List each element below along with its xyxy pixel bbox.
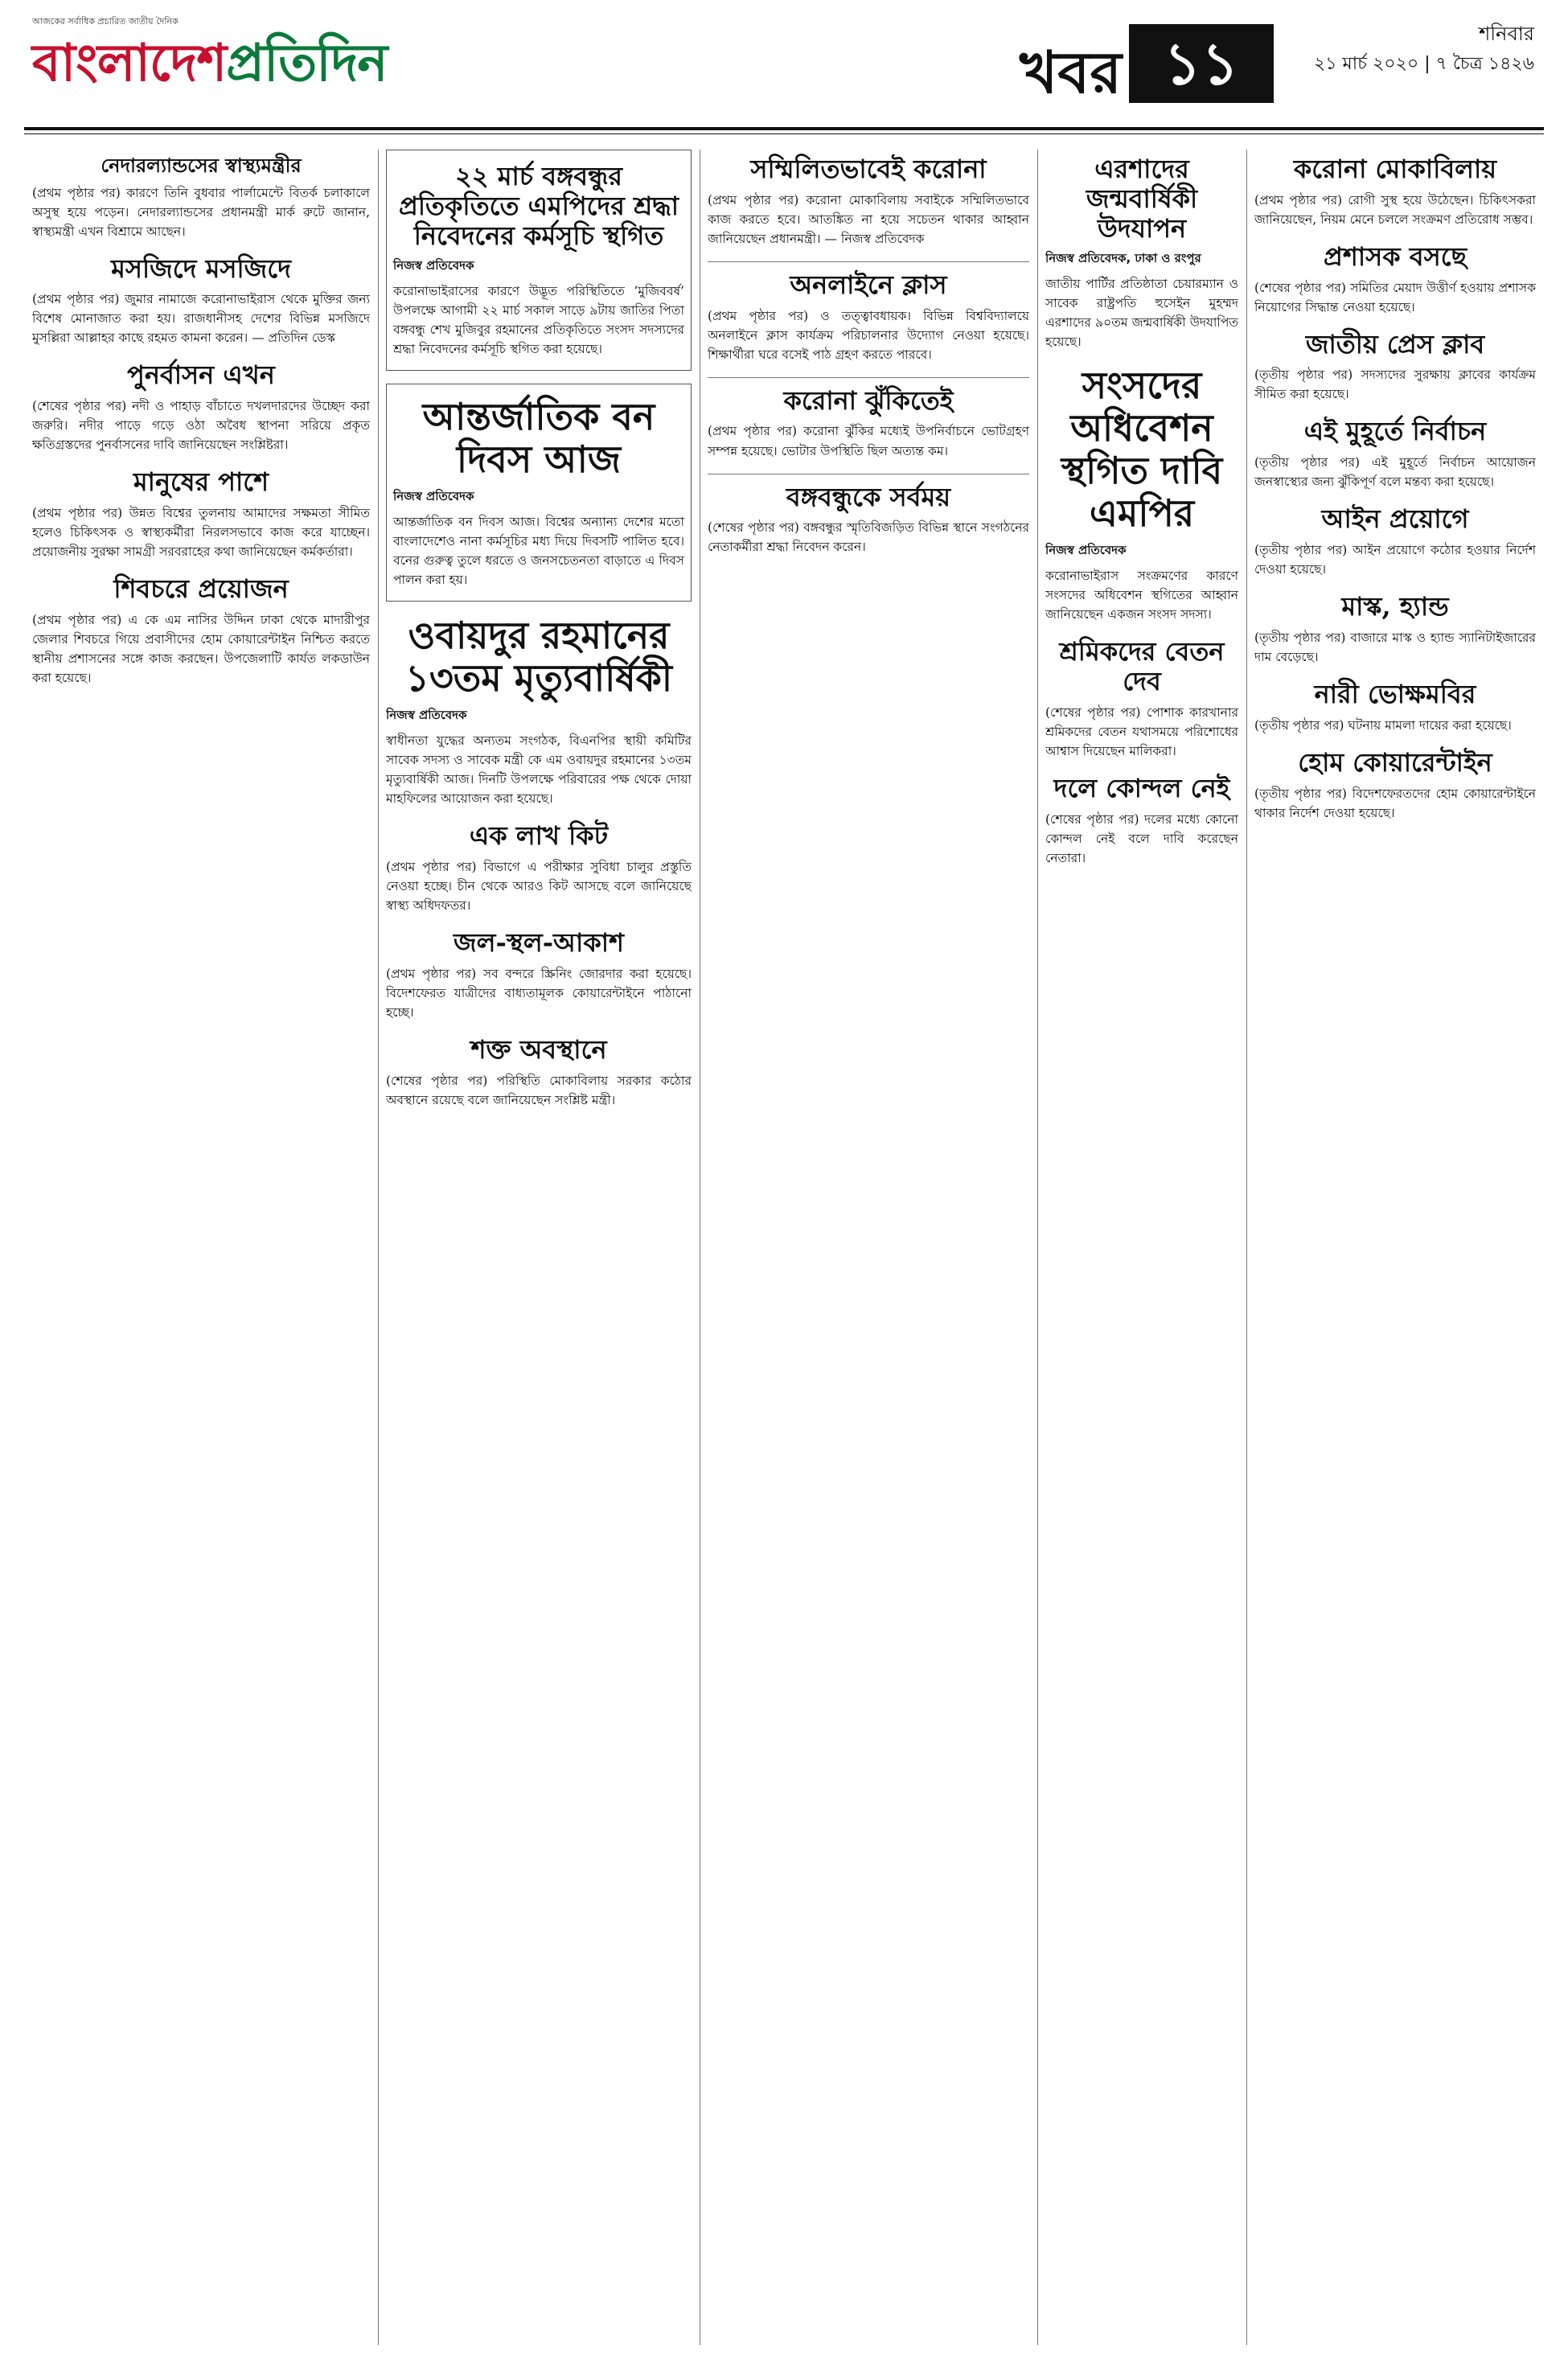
article	[1045, 774, 1238, 868]
article	[708, 154, 1029, 248]
article	[32, 254, 370, 348]
article-headline: আইন প্রয়োগে	[1321, 503, 1469, 535]
article-boxed	[386, 384, 692, 602]
article	[32, 154, 370, 241]
article	[386, 928, 692, 1022]
logo-part-a: বাংলাদেশ	[32, 34, 227, 93]
article	[386, 821, 692, 915]
article-body: (শেষের পৃষ্ঠার পর) পোশাক কারখানার শ্রমিকদের বেতন যথাসময়ে পরিশোধের আশ্বাস দিয়েছেন মালিকরা।	[1045, 704, 1238, 758]
article-headline: দলে কোন্দল নেই	[1053, 772, 1230, 803]
masthead-rule	[24, 127, 1544, 130]
column-divider	[1037, 150, 1038, 2345]
article-byline: নিজস্ব প্রতিবেদক, ঢাকা ও রংপুর	[1045, 251, 1201, 266]
article-headline: জল-স্থল-আকাশ	[454, 926, 624, 958]
article-body: (প্রথম পৃষ্ঠার পর) রোগী সুস্থ হয়ে উঠেছেন। চিকিৎসকরা জানিয়েছেন, নিয়ম মেনে চললে সংক্রমণ প্রতিরোধ সম্ভব।	[1254, 192, 1536, 227]
article-headline: নারী ভোক্ষমবির	[1314, 678, 1476, 709]
article-body: স্বাধীনতা যুদ্ধের অন্যতম সংগঠক, বিএনপির স্থায়ী কমিটির সাবেক সদস্য ও সাবেক মন্ত্রী কে এম ওবায়দুর রহমানের ১৩তম মৃত্যুবার্ষিকী আজ। দিনটি উপলক্ষে পরিবারের পক্ষ থেকে দোয়া মাহফিলের আয়োজন করা হয়েছে।	[386, 733, 692, 807]
article-headline: মানুষের পাশে	[133, 466, 269, 498]
article-byline: নিজস্ব প্রতিবেদক	[393, 489, 474, 504]
article-headline: এই মুহূর্তে নির্বাচন	[1303, 416, 1487, 447]
article-body: (তৃতীয় পৃষ্ঠার পর) বিদেশফেরতদের হোম কোয়ারেন্টাইনে থাকার নির্দেশ দেওয়া হয়েছে।	[1254, 786, 1536, 820]
logo-tagline: আজকের সর্বাধিক প্রচারিত জাতীয় দৈনিক	[32, 16, 179, 27]
article-body: (প্রথম পৃষ্ঠার পর) কারণে তিনি বুধবার পার্লামেন্টে বিতর্ক চলাকালে অসুস্থ হয়ে পড়েন। নেদারল্যান্ডসের প্রধানমন্ত্রী মার্ক রুটে জানান, স্বাস্থ্যমন্ত্রী এখন বিশ্রামে আছেন।	[32, 185, 370, 239]
article-byline: নিজস্ব প্রতিবেদক	[1045, 543, 1127, 558]
article-body: (তৃতীয় পৃষ্ঠার পর) এই মুহূর্তে নির্বাচন আয়োজন জনস্বাস্থ্যের জন্য ঝুঁকিপূর্ণ বলে মন্তব্য করা হয়েছে।	[1254, 455, 1536, 490]
article-headline: নেদারল্যান্ডসের স্বাস্থ্যমন্ত্রীর	[101, 154, 302, 177]
article-body: (শেষের পৃষ্ঠার পর) নদী ও পাহাড় বাঁচাতে দখলদারদের উচ্ছেদ করা জরুরি। নদীর পাড়ে গড়ে ওঠা অবৈধ স্থাপনা সরিয়ে প্রকৃত ক্ষতিগ্রস্তদের পুনর্বাসনের দাবি জানিয়েছেন সংশ্লিষ্টরা।	[32, 399, 370, 453]
article-body: (প্রথম পৃষ্ঠার পর) উন্নত বিশ্বের তুলনায় আমাদের সক্ষমতা সীমিত হলেও চিকিৎসক ও স্বাস্থ্যকর্মীরা নিরলসভাবে কাজ করে যাচ্ছেন। প্রয়োজনীয় সুরক্ষা সামগ্রী সরবরাহের কথা জানিয়েছেন কর্মকর্তারা।	[32, 506, 370, 560]
column-1	[32, 150, 370, 2345]
article-headline: অনলাইনে ক্লাস	[790, 269, 947, 300]
column-3	[708, 150, 1029, 2345]
article	[708, 270, 1029, 364]
column-2	[386, 150, 692, 2345]
article	[386, 1035, 692, 1110]
section-divider	[708, 261, 1029, 262]
article-body: (শেষের পৃষ্ঠার পর) বঙ্গবন্ধুর স্মৃতিবিজড়িত বিভিন্ন স্থানে সংগঠনের নেতাকর্মীরা শ্রদ্ধা নিবেদন করেন।	[708, 520, 1029, 555]
article-headline: জাতীয় প্রেস ক্লাব	[1305, 328, 1485, 359]
article	[1254, 748, 1536, 823]
article	[1045, 637, 1238, 761]
article-body: (শেষের পৃষ্ঠার পর) দলের মধ্যে কোনো কোন্দল নেই বলে দাবি করেছেন নেতারা।	[1045, 811, 1238, 865]
article-headline: মসজিদে মসজিদে	[111, 253, 291, 284]
article-body: (প্রথম পৃষ্ঠার পর) করোনা মোকাবিলায় সবাইকে সম্মিলিতভাবে কাজ করতে হবে। আতঙ্কিত না হয়ে সচেতন থাকার আহ্বান জানিয়েছেন প্রধানমন্ত্রী। — নিজস্ব প্রতিবেদক	[708, 192, 1029, 246]
article	[32, 467, 370, 561]
article-headline: শ্রমিকদের বেতন দেব	[1059, 636, 1225, 696]
article-byline: নিজস্ব প্রতিবেদক	[386, 708, 467, 723]
article	[1254, 154, 1536, 229]
article	[1254, 242, 1536, 317]
masthead-rule-thin	[24, 133, 1544, 134]
article-headline: করোনা ঝুঁকিতেই	[783, 384, 954, 416]
article-body: (প্রথম পৃষ্ঠার পর) জুমার নামাজে করোনাভাইরাস থেকে মুক্তির জন্য বিশেষ মোনাজাত করা হয়। রাজধানীসহ দেশের বিভিন্ন মসজিদে মুসল্লিরা আল্লাহর কাছে রহমত কামনা করেন। — প্রতিদিন ডেস্ক	[32, 292, 370, 346]
article-body: (প্রথম পৃষ্ঠার পর) করোনা ঝুঁকির মধ্যেই উপনির্বাচনে ভোটগ্রহণ সম্পন্ন হয়েছে। ভোটার উপস্থিতি ছিল অত্যন্ত কম।	[708, 424, 1029, 458]
article-body: (তৃতীয় পৃষ্ঠার পর) আইন প্রয়োগে কঠোর হওয়ার নির্দেশ দেওয়া হয়েছে।	[1254, 543, 1536, 577]
article-body: (প্রথম পৃষ্ঠার পর) সব বন্দরে স্ক্রিনিং জোরদার করা হয়েছে। বিদেশফেরত যাত্রীদের বাধ্যতামূলক কোয়ারেন্টাইনে পাঠানো হচ্ছে।	[386, 966, 692, 1020]
column-5	[1254, 150, 1536, 2345]
article	[708, 386, 1029, 461]
article	[32, 574, 370, 688]
article-headline: ২২ মার্চ বঙ্গবন্ধুর প্রতিকৃতিতে এমপিদের শ্রদ্ধা নিবেদনের কর্মসূচি স্থগিত	[398, 161, 679, 251]
article-body: (শেষের পৃষ্ঠার পর) সমিতির মেয়াদ উত্তীর্ণ হওয়ায় প্রশাসক নিয়োগের সিদ্ধান্ত নেওয়া হয়েছে।	[1254, 280, 1536, 314]
article-body: (প্রথম পৃষ্ঠার পর) এ কে এম নাসির উদ্দিন ঢাকা থেকে মাদারীপুর জেলার শিবচরে গিয়ে প্রবাসীদের হোম কোয়ারেন্টাইন নিশ্চিত করতে স্থানীয় প্রশাসনের সঙ্গে কাজ করছেন। উপজেলাটি কার্যত লকডাউন করা হয়েছে।	[32, 612, 370, 686]
logo-part-b: প্রতিদিন	[226, 34, 388, 93]
issue-day: শনিবার	[1479, 23, 1534, 45]
article-headline: পুনর্বাসন এখন	[127, 359, 275, 391]
page-number: ১১	[1129, 24, 1274, 103]
article-byline: নিজস্ব প্রতিবেদক	[393, 258, 474, 273]
article	[32, 360, 370, 454]
article	[1254, 680, 1536, 735]
article	[1254, 330, 1536, 405]
column-4	[1045, 150, 1238, 2345]
article-headline: হোম কোয়ারেন্টাইন	[1298, 746, 1492, 778]
article-headline: বঙ্গবন্ধুকে সর্বময়	[786, 481, 951, 512]
article-body: জাতীয় পার্টির প্রতিষ্ঠাতা চেয়ারম্যান ও সাবেক রাষ্ট্রপতি হুসেইন মুহম্মদ এরশাদের ৯০তম জন্মবার্ষিকী উদযাপিত হয়েছে।	[1045, 277, 1238, 350]
article-headline: সম্মিলিতভাবেই করোনা	[750, 154, 987, 184]
column-divider	[378, 150, 379, 2345]
article	[1045, 154, 1238, 351]
article-boxed	[386, 150, 692, 371]
article-body: করোনাভাইরাসের কারণে উদ্ভূত পরিস্থিতিতে ‘মুজিববর্ষ’ উপলক্ষে আগামী ২২ মার্চ সকাল সাড়ে ৯টায় জাতির পিতা বঙ্গবন্ধু শেখ মুজিবুর রহমানের প্রতিকৃতিতে সংসদ সদস্যদের শ্রদ্ধা নিবেদনের কর্মসূচি স্থগিত করা হয়েছে।	[393, 284, 684, 357]
article	[1254, 417, 1536, 491]
article-headline: প্রশাসক বসছে	[1324, 240, 1467, 272]
article-headline: এক লাখ কিট	[469, 820, 609, 852]
article-headline: শক্ত অবস্থানে	[470, 1033, 607, 1065]
article-headline: মাস্ক, হ্যান্ড	[1341, 591, 1449, 622]
article-headline: আন্তর্জাতিক বন দিবস আজ	[422, 395, 655, 482]
masthead	[0, 0, 1568, 138]
column-divider	[1246, 150, 1247, 2345]
article	[1045, 364, 1238, 624]
article-headline: ওবায়দুর রহমানের ১৩তম মৃত্যুবার্ষিকী	[404, 614, 673, 700]
article-body: (তৃতীয় পৃষ্ঠার পর) ঘটনায় মামলা দায়ের করা হয়েছে।	[1254, 717, 1512, 733]
article-headline: শিবচরে প্রয়োজন	[113, 573, 289, 605]
article-body: (প্রথম পৃষ্ঠার পর) ও তত্ত্বাবধায়ক। বিভিন্ন বিশ্ববিদ্যালয়ে অনলাইনে ক্লাস কার্যক্রম পরিচালনার উদ্যোগ নেওয়া হয়েছে। শিক্ষার্থীরা ঘরে বসেই পাঠ গ্রহণ করতে পারবে।	[708, 308, 1029, 362]
article-body: (প্রথম পৃষ্ঠার পর) বিভাগে এ পরীক্ষার সুবিধা চালুর প্রস্তুতি নেওয়া হচ্ছে। চীন থেকে আরও কিট আসছে বলে জানিয়েছে স্বাস্থ্য অধিদফতর।	[386, 859, 692, 913]
newspaper-logo	[32, 24, 387, 110]
section-title: খবর	[1020, 39, 1122, 106]
article-headline: সংসদের অধিবেশন স্থগিত দাবি এমপির	[1061, 363, 1223, 536]
article	[708, 483, 1029, 557]
article-body: (তৃতীয় পৃষ্ঠার পর) সদস্যদের সুরক্ষায় ক্লাবের কার্যক্রম সীমিত করা হয়েছে।	[1254, 368, 1536, 402]
article-headline: করোনা মোকাবিলায়	[1293, 154, 1497, 184]
article-body: (তৃতীয় পৃষ্ঠার পর) বাজারে মাস্ক ও হ্যান্ড স্যানিটাইজারের দাম বেড়েছে।	[1254, 630, 1536, 664]
article-body: আন্তর্জাতিক বন দিবস আজ। বিশ্বের অন্যান্য দেশের মতো বাংলাদেশেও নানা কর্মসূচির মধ্য দিয়ে দিবসটি পালিত হবে। বনের গুরুত্ব তুলে ধরতে ও জনসচেতনতা বাড়াতে এ দিবস পালন করা হয়।	[393, 515, 684, 588]
article	[1254, 592, 1536, 667]
article-body: করোনাভাইরাস সংক্রমণের কারণে সংসদের অধিবেশন স্থগিতের আহ্বান জানিয়েছেন একজন সংসদ সদস্য।	[1045, 569, 1238, 622]
section-divider	[708, 377, 1029, 378]
article-body: (শেষের পৃষ্ঠার পর) পরিস্থিতি মোকাবিলায় সরকার কঠোর অবস্থানে রয়েছে বলে জানিয়েছেন সংশ্লিষ্ট মন্ত্রী।	[386, 1073, 692, 1107]
issue-date: ২১ মার্চ ২০২০ | ৭ চৈত্র ১৪২৬	[1313, 54, 1534, 74]
article	[1254, 504, 1536, 579]
article-headline: এরশাদের জন্মবার্ষিকী উদযাপন	[1086, 154, 1198, 244]
article	[386, 614, 692, 808]
